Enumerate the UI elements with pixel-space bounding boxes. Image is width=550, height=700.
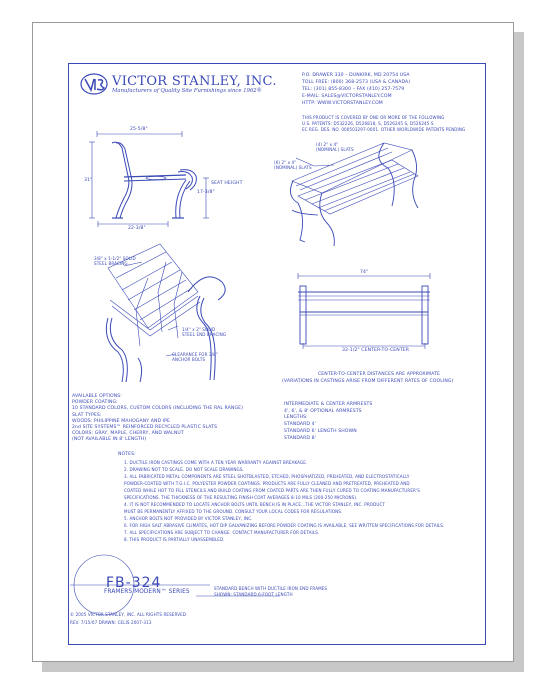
callout-end-bracing: 1/4" x 2" SOLID STEEL END BRACING	[182, 327, 227, 338]
callout-steel-bracing: 3/8" x 1-1/2" SOLID STEEL BRACING	[94, 256, 136, 267]
revision-info: REV. 7/15/07 DRAWN: CELIS 2007-313	[70, 620, 152, 625]
note-line: POWDER-COATED WITH T.G.I.C. POLYESTER POWDER COATINGS. PRODUCTS ARE FULLY CLEANED AND PRETREATED, PREHEATED AND	[124, 481, 410, 486]
options-line: AVAILABLE OPTIONS:	[72, 394, 122, 399]
callout-anchor-bolts: CLEARANCE FOR 3/8" ANCHOR BOLTS	[172, 352, 218, 363]
address-line: HTTP: WWW.VICTORSTANLEY.COM	[302, 101, 383, 106]
dim-width: 25-5/8"	[130, 127, 148, 132]
center-note-line: CENTER-TO-CENTER DISTANCES ARE APPROXIMATE	[318, 372, 440, 377]
company-tagline: Manufacturers of Quality Site Furnishings since 1962®	[112, 88, 262, 94]
title-block-lines	[70, 555, 280, 615]
armrest-line: 4', 6', & 8' OPTIONAL ARMRESTS	[284, 409, 362, 414]
front-elevation-drawing	[298, 273, 430, 349]
dim-height: 31"	[84, 178, 93, 183]
armrest-line: LENGTHS:	[284, 415, 308, 420]
address-line: E-MAIL: SALES@VICTORSTANLEY.COM	[302, 94, 392, 99]
address-line: TEL: (301) 855-8300 – FAX (410) 257-7579	[302, 87, 405, 92]
callout-slats-seat: (6) 2" x 4" (NOMINAL) SLATS	[274, 160, 312, 171]
patent-line: U.S. PATENTS: D532226, D526818, S, D526245 S, D526245 S	[302, 121, 434, 126]
armrest-line: STANDARD 4'	[284, 422, 317, 427]
copyright: © 2005 VICTOR STANLEY, INC. ALL RIGHTS RESERVED	[70, 612, 187, 617]
note-line: COATED WHILE HOT TO FILL STENCILS AND BUILD COATING FROM COATED PARTS ARE THEN FULLY CURED TO COATING MANUFACTURER'S	[124, 488, 420, 493]
options-line: COLORS: GRAY, MAPLE, CHERRY, AND WALNUT	[72, 431, 184, 436]
address-line: TOLL FREE: (800) 368-2573 (USA & CANADA)	[302, 80, 411, 85]
options-line: (NOT AVAILABLE IN 8' LENGTH)	[72, 437, 147, 442]
options-line: 2nd SITE SYSTEMS™ REINFORCED RECYCLED PLASTIC SLATS	[72, 425, 218, 430]
note-line: 3. ALL FABRICATED METAL COMPONENTS ARE STEEL SHOTBLASTED, ETCHED, PHOSPHATIZED, PREHEATED, AND ELECTROSTATICALLY	[124, 474, 410, 479]
callout-slats-back: (4) 2" x 4" (NOMINAL) SLATS	[316, 142, 354, 153]
company-name: VICTOR STANLEY, INC.	[112, 74, 277, 89]
series-name: FRAMERS MODERN™ SERIES	[104, 589, 190, 595]
note-line: 6. FOR HIGH SALT ABRASIVE CLIMATES, HOT DIP GALVANIZING BEFORE POWDER COATING IS AVAILABLE. SEE WRITTEN SPECIFICATIONS FOR DETAILS.	[124, 523, 445, 528]
options-line: 10 STANDARD COLORS, CUSTOM COLORS (INCLUDING THE RAL RANGE)	[72, 406, 243, 411]
dim-center: 32-1/2" CENTER-TO-CENTER	[342, 348, 410, 353]
note-line: 4. IT IS NOT RECOMMENDED TO LOCATE ANCHOR BOLTS UNTIL BENCH IS IN PLACE...THE VICTOR STANLEY, INC. PRODUCT	[124, 502, 386, 507]
notes-title: NOTES:	[118, 452, 136, 457]
isometric-bench-drawing	[290, 143, 418, 246]
dim-depth: 22-3/8"	[128, 226, 146, 231]
dim-seat-height: 17-3/8"	[197, 190, 215, 195]
note-line: 7. ALL SPECIFICATIONS ARE SUBJECT TO CHANGE. CONTACT MANUFACTURER FOR DETAILS.	[124, 530, 320, 535]
patent-line: EC REG. DES. NO. 000503297-0001. OTHER WORLDWIDE PATENTS PENDING	[302, 127, 466, 132]
model-number: FB-324	[106, 575, 162, 591]
armrest-line: INTERMEDIATE & CENTER ARMRESTS	[284, 402, 373, 407]
note-line: MUST BE PERMANENTLY AFFIXED TO THE GROUND. CONSULT YOUR LOCAL CODES FOR REGULATIONS.	[124, 509, 343, 514]
dim-length: 74"	[360, 270, 369, 275]
title-shown: SHOWN: STANDARD 6-FOOT LENGTH	[214, 592, 293, 597]
side-elevation-drawing	[89, 131, 209, 227]
options-line: SLAT TYPES:	[72, 413, 102, 418]
note-line: 5. ANCHOR BOLTS NOT PROVIDED BY VICTOR STANLEY, INC.	[124, 516, 253, 521]
note-line: SPECIFICATIONS. THE THICKNESS OF THE RESULTING FINISH COAT AVERAGES 8-10 MILS (200-250 MICRONS).	[124, 495, 358, 500]
address-line: P.O. DRAWER 330 – DUNKIRK, MD 20754 USA	[302, 73, 410, 78]
options-line: POWDER COATING:	[72, 400, 118, 405]
title-description: STANDARD BENCH WITH DUCTILE IRON END FRAMES	[214, 586, 328, 591]
armrest-line: STANDARD 8'	[284, 436, 317, 441]
options-line: WOODS: PHILIPPINE MAHOGANY AND IPE	[72, 419, 171, 424]
center-note-line: (VARIATIONS IN CASTINGS ARISE FROM DIFFERENT RATES OF COOLING)	[282, 379, 454, 384]
note-line: 2. DRAWING NOT TO SCALE. DO NOT SCALE DRAWINGS.	[124, 467, 244, 472]
armrest-line: STANDARD 6' LENGTH SHOWN	[284, 429, 357, 434]
seat-height-label: SEAT HEIGHT	[211, 181, 243, 186]
patent-line: THIS PRODUCT IS COVERED BY ONE OR MORE OF THE FOLLOWING	[302, 115, 445, 120]
note-line: 8. THIS PRODUCT IS PARTIALLY UNASSEMBLED.	[124, 537, 225, 542]
note-line: 1. DUCTILE IRON CASTINGS COME WITH A TEN YEAR WARRANTY AGAINST BREAKAGE.	[124, 460, 308, 465]
